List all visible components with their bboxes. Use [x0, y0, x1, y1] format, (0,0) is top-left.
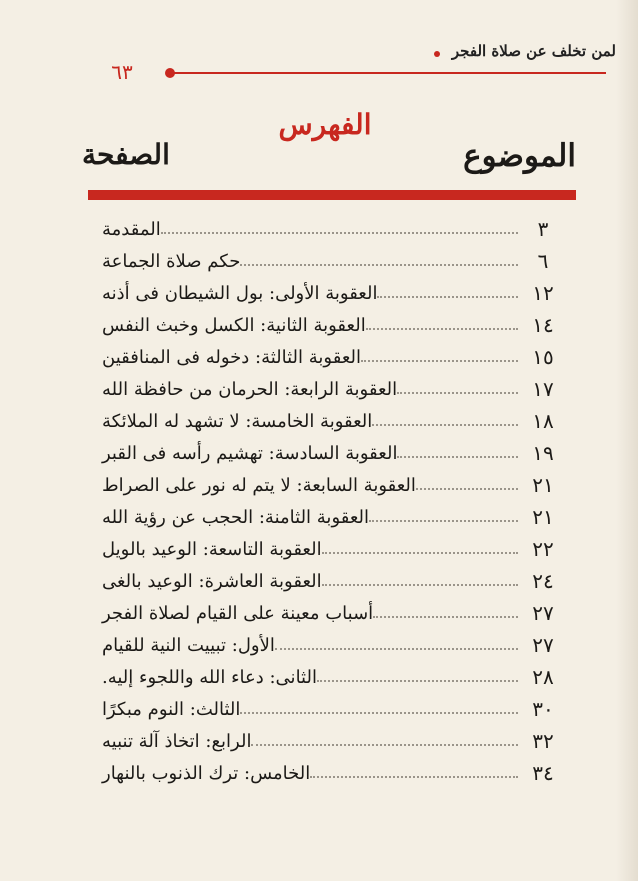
column-header-page: الصفحة: [82, 138, 170, 171]
toc-row[interactable]: [96, 373, 568, 405]
toc-topic: العقوبة الأولى: بول الشيطان فى أذنه: [102, 282, 378, 304]
toc-row[interactable]: [96, 437, 568, 469]
running-title: لمن تخلف عن صلاة الفجر: [451, 42, 616, 60]
dot-leader: [240, 264, 518, 266]
toc-row[interactable]: [96, 565, 568, 597]
toc-page-number: ٢٧: [532, 601, 554, 625]
toc-page-number: ٢٧: [532, 633, 554, 657]
toc-page-number: ٢٨: [532, 665, 554, 689]
toc-topic: العقوبة السابعة: لا يتم له نور على الصراط: [102, 474, 416, 496]
toc-topic: الخامس: ترك الذنوب بالنهار: [102, 762, 311, 784]
toc-topic: العقوبة السادسة: تهشيم رأسه فى القبر: [102, 442, 398, 464]
dot-leader: [366, 328, 518, 330]
toc-row[interactable]: [96, 661, 568, 693]
dot-leader: [369, 520, 518, 522]
dot-leader: [373, 616, 518, 618]
toc-row[interactable]: [96, 597, 568, 629]
toc-row[interactable]: [96, 213, 568, 245]
dot-leader: [377, 296, 518, 298]
header-rule-bullet: [165, 68, 175, 78]
toc-page-number: ٢١: [532, 505, 554, 529]
dot-leader: [275, 648, 518, 650]
toc-page-number: ١٥: [532, 345, 554, 369]
toc-topic: الثالث: النوم مبكرًا: [102, 698, 241, 720]
dot-leader: [361, 360, 518, 362]
column-header-topic: الموضوع: [463, 138, 576, 174]
toc-topic: العقوبة العاشرة: الوعيد بالغى: [102, 570, 322, 592]
toc-row[interactable]: [96, 693, 568, 725]
toc-row[interactable]: [96, 309, 568, 341]
dot-leader: [322, 552, 518, 554]
header-bullet-dot: [434, 51, 440, 57]
toc-row[interactable]: [96, 341, 568, 373]
toc-row[interactable]: [96, 501, 568, 533]
toc-row[interactable]: [96, 533, 568, 565]
header-rule: [170, 72, 606, 74]
toc-page-number: ١٤: [532, 313, 554, 337]
dot-leader: [251, 744, 518, 746]
toc-topic: العقوبة التاسعة: الوعيد بالويل: [102, 538, 322, 560]
toc-topic: أسباب معينة على القيام لصلاة الفجر: [102, 602, 374, 624]
toc-page-number: ١٨: [532, 409, 554, 433]
toc-row[interactable]: [96, 277, 568, 309]
dot-leader: [240, 712, 518, 714]
dot-leader: [416, 488, 518, 490]
toc-row[interactable]: [96, 405, 568, 437]
toc-row[interactable]: [96, 629, 568, 661]
toc-page-number: ٢١: [532, 473, 554, 497]
toc-topic: العقوبة الخامسة: لا تشهد له الملائكة: [102, 410, 373, 432]
dot-leader: [317, 680, 518, 682]
toc-page-number: ٣: [537, 217, 549, 241]
dot-leader: [161, 232, 518, 234]
toc-row[interactable]: [96, 725, 568, 757]
toc-topic: الثانى: دعاء الله واللجوء إليه.: [102, 666, 317, 688]
index-title: الفهرس: [278, 108, 372, 141]
toc-topic: العقوبة الثالثة: دخوله فى المنافقين: [102, 346, 361, 368]
header-band: [88, 190, 576, 200]
toc-row[interactable]: [96, 469, 568, 501]
dot-leader: [397, 456, 518, 458]
toc-topic: العقوبة الثامنة: الحجب عن رؤية الله: [102, 506, 370, 528]
toc-topic: الرابع: اتخاذ آلة تنبيه: [102, 730, 252, 752]
toc-row[interactable]: [96, 757, 568, 789]
toc-row[interactable]: [96, 245, 568, 277]
toc-page-number: ٢٤: [532, 569, 554, 593]
toc-page-number: ٢٢: [532, 537, 554, 561]
page-edge-shadow: [616, 0, 638, 881]
toc-page-number: ١٢: [532, 281, 554, 305]
toc-page-number: ٣٠: [532, 697, 554, 721]
toc-topic: المقدمة: [102, 218, 161, 240]
toc-page-number: ١٩: [532, 441, 554, 465]
toc-page-number: ٦: [537, 249, 549, 273]
toc-topic: العقوبة الرابعة: الحرمان من حافظة الله: [102, 378, 398, 400]
toc-topic: العقوبة الثانية: الكسل وخبث النفس: [102, 314, 366, 336]
page-number: ٦٣: [111, 60, 133, 84]
toc-page-number: ١٧: [532, 377, 554, 401]
toc-page-number: ٣٤: [532, 761, 554, 785]
dot-leader: [322, 584, 518, 586]
toc-page-number: ٣٢: [532, 729, 554, 753]
toc-topic: الأول: تبييت النية للقيام: [102, 634, 275, 656]
toc-topic: حكم صلاة الجماعة: [102, 250, 241, 272]
dot-leader: [310, 776, 518, 778]
dot-leader: [372, 424, 518, 426]
dot-leader: [397, 392, 518, 394]
table-of-contents: [96, 213, 568, 789]
